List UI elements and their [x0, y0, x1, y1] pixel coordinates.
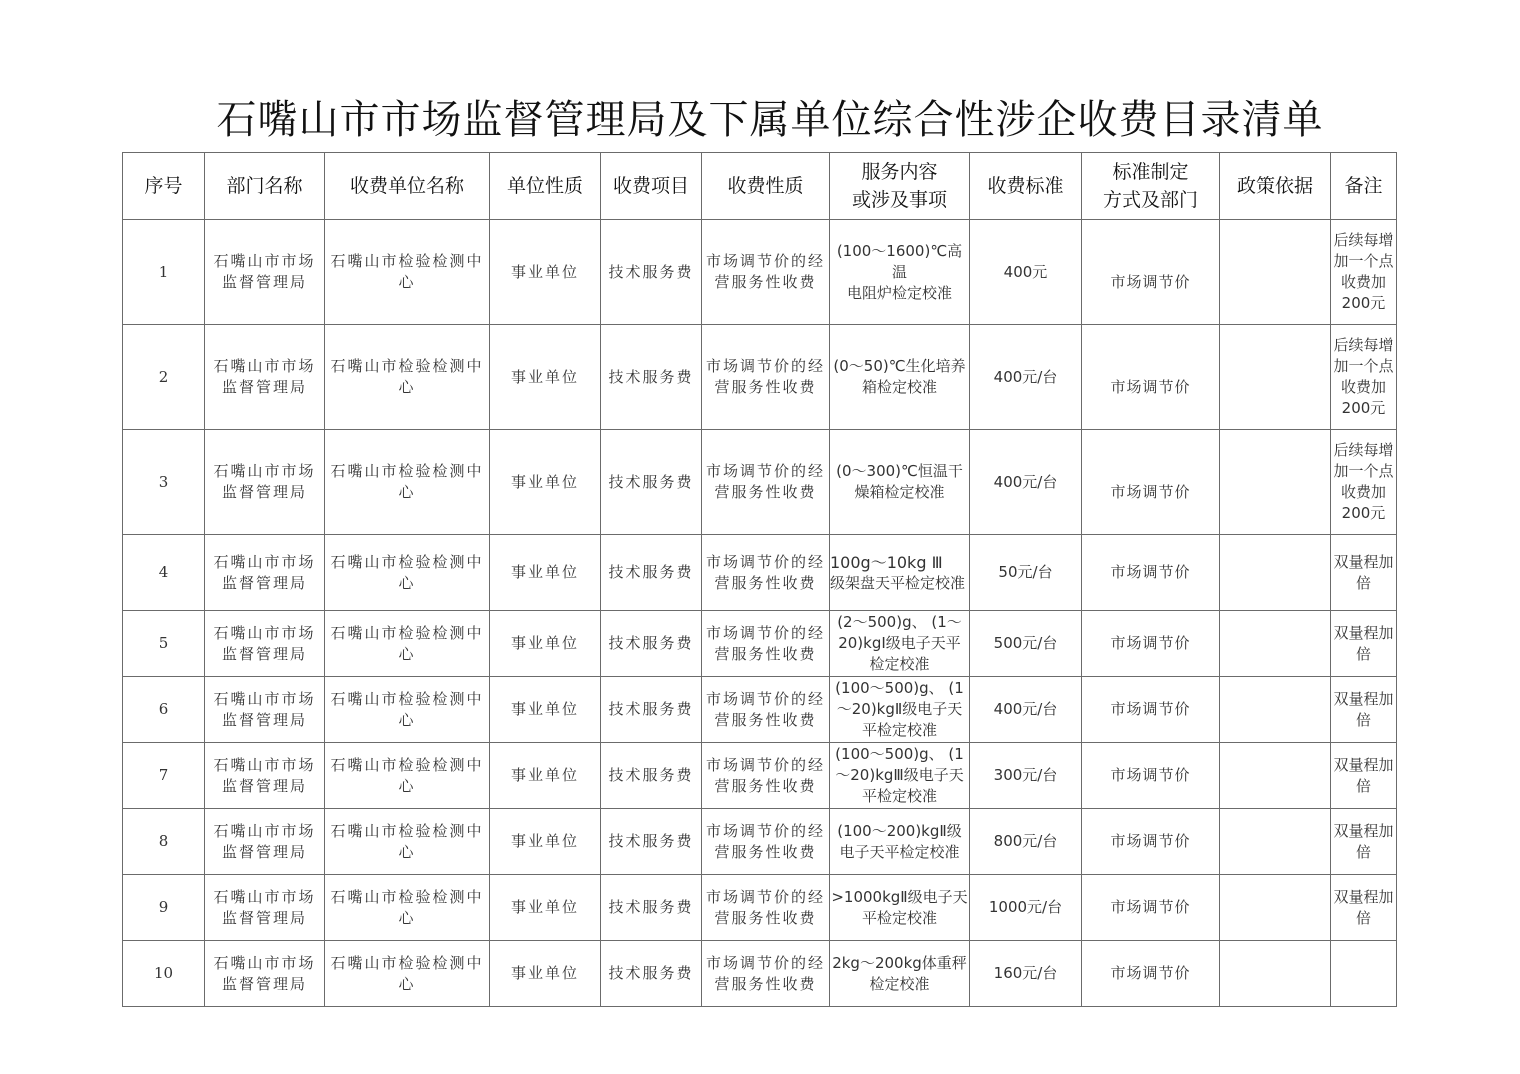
cell-department: 石嘴山市市场 监督管理局 — [205, 220, 325, 325]
cell-fee-standard: 300元/台 — [970, 743, 1082, 809]
cell-policy — [1220, 611, 1331, 677]
cell-fee-type: 市场调节价的经 营服务性收费 — [702, 611, 830, 677]
cell-fee-item: 技术服务费 — [601, 611, 702, 677]
cell-method: 市场调节价 — [1082, 430, 1220, 535]
cell-department: 石嘴山市市场 监督管理局 — [205, 809, 325, 875]
cell-fee-type: 市场调节价的经 营服务性收费 — [702, 941, 830, 1007]
cell-method: 市场调节价 — [1082, 535, 1220, 611]
table-row — [123, 941, 1397, 1007]
cell-fee-item: 技术服务费 — [601, 809, 702, 875]
cell-service: (0～50)℃生化培养 箱检定校准 — [830, 325, 970, 430]
header-unit: 收费单位名称 — [325, 153, 490, 220]
cell-fee-type: 市场调节价的经 营服务性收费 — [702, 677, 830, 743]
header-service — [830, 153, 970, 220]
cell-policy — [1220, 430, 1331, 535]
cell-unit: 石嘴山市检验检测中 心 — [325, 941, 490, 1007]
cell-unit-nature: 事业单位 — [490, 743, 601, 809]
table-row — [123, 611, 1397, 677]
cell-index: 9 — [123, 875, 205, 941]
cell-department: 石嘴山市市场 监督管理局 — [205, 535, 325, 611]
cell-unit: 石嘴山市检验检测中 心 — [325, 535, 490, 611]
header-method-line1: 标准制定 — [1112, 161, 1189, 183]
cell-index: 4 — [123, 535, 205, 611]
cell-note: 双量程加倍 — [1331, 743, 1397, 809]
cell-service: (100～500)g、 (1～20)kgⅡ级电子天 平检定校准 — [830, 677, 970, 743]
table-row — [123, 430, 1397, 535]
table-row — [123, 809, 1397, 875]
header-unit-nature: 单位性质 — [490, 153, 601, 220]
cell-method: 市场调节价 — [1082, 325, 1220, 430]
header-service-line2: 或涉及事项 — [851, 189, 947, 211]
cell-fee-standard: 800元/台 — [970, 809, 1082, 875]
table-row — [123, 220, 1397, 325]
cell-unit-nature: 事业单位 — [490, 220, 601, 325]
cell-department: 石嘴山市市场 监督管理局 — [205, 875, 325, 941]
cell-index: 6 — [123, 677, 205, 743]
cell-unit: 石嘴山市检验检测中 心 — [325, 611, 490, 677]
cell-note: 双量程加倍 — [1331, 875, 1397, 941]
cell-method: 市场调节价 — [1082, 611, 1220, 677]
table-row — [123, 535, 1397, 611]
cell-fee-type: 市场调节价的经 营服务性收费 — [702, 220, 830, 325]
cell-index: 7 — [123, 743, 205, 809]
cell-service: 2kg～200kg体重秤 检定校准 — [830, 941, 970, 1007]
cell-department: 石嘴山市市场 监督管理局 — [205, 743, 325, 809]
header-policy: 政策依据 — [1220, 153, 1331, 220]
cell-policy — [1220, 875, 1331, 941]
cell-note: 后续每增加一个点收费加200元 — [1331, 430, 1397, 535]
cell-unit: 石嘴山市检验检测中 心 — [325, 743, 490, 809]
cell-department: 石嘴山市市场 监督管理局 — [205, 611, 325, 677]
cell-fee-standard: 400元/台 — [970, 677, 1082, 743]
cell-policy — [1220, 677, 1331, 743]
cell-method: 市场调节价 — [1082, 220, 1220, 325]
cell-index: 8 — [123, 809, 205, 875]
cell-unit: 石嘴山市检验检测中 心 — [325, 430, 490, 535]
cell-fee-type: 市场调节价的经 营服务性收费 — [702, 809, 830, 875]
cell-note: 后续每增加一个点收费加200元 — [1331, 220, 1397, 325]
cell-department: 石嘴山市市场 监督管理局 — [205, 941, 325, 1007]
cell-service: 100g～10kg Ⅲ 级架盘天平检定校准 — [830, 535, 970, 611]
cell-fee-item: 技术服务费 — [601, 677, 702, 743]
header-fee-type: 收费性质 — [702, 153, 830, 220]
cell-index: 2 — [123, 325, 205, 430]
cell-fee-type: 市场调节价的经 营服务性收费 — [702, 535, 830, 611]
header-index: 序号 — [123, 153, 205, 220]
cell-service: >1000kgⅡ级电子天 平检定校准 — [830, 875, 970, 941]
cell-unit: 石嘴山市检验检测中 心 — [325, 325, 490, 430]
cell-note: 双量程加倍 — [1331, 677, 1397, 743]
table-row — [123, 875, 1397, 941]
cell-policy — [1220, 535, 1331, 611]
cell-unit-nature: 事业单位 — [490, 941, 601, 1007]
cell-fee-item: 技术服务费 — [601, 430, 702, 535]
cell-method: 市场调节价 — [1082, 743, 1220, 809]
cell-unit-nature: 事业单位 — [490, 611, 601, 677]
cell-note: 后续每增加一个点收费加200元 — [1331, 325, 1397, 430]
cell-fee-item: 技术服务费 — [601, 875, 702, 941]
header-fee-standard: 收费标准 — [970, 153, 1082, 220]
cell-fee-item: 技术服务费 — [601, 325, 702, 430]
cell-index: 10 — [123, 941, 205, 1007]
header-method-line2: 方式及部门 — [1102, 189, 1198, 211]
header-fee-item: 收费项目 — [601, 153, 702, 220]
cell-note — [1331, 941, 1397, 1007]
cell-department: 石嘴山市市场 监督管理局 — [205, 325, 325, 430]
cell-method: 市场调节价 — [1082, 941, 1220, 1007]
cell-fee-type: 市场调节价的经 营服务性收费 — [702, 743, 830, 809]
table-row — [123, 325, 1397, 430]
cell-index: 1 — [123, 220, 205, 325]
cell-method: 市场调节价 — [1082, 809, 1220, 875]
cell-service: (2～500)g、 (1～20)kgⅠ级电子天平 检定校准 — [830, 611, 970, 677]
cell-service: (0～300)℃恒温干 燥箱检定校准 — [830, 430, 970, 535]
cell-unit-nature: 事业单位 — [490, 535, 601, 611]
cell-fee-item: 技术服务费 — [601, 535, 702, 611]
cell-fee-standard: 1000元/台 — [970, 875, 1082, 941]
cell-fee-item: 技术服务费 — [601, 220, 702, 325]
fee-catalog-table — [122, 152, 1397, 1007]
cell-fee-standard: 400元/台 — [970, 325, 1082, 430]
cell-unit: 石嘴山市检验检测中 心 — [325, 875, 490, 941]
cell-service: (100～1600)℃高温 电阻炉检定校准 — [830, 220, 970, 325]
cell-fee-item: 技术服务费 — [601, 941, 702, 1007]
table-row — [123, 677, 1397, 743]
cell-unit-nature: 事业单位 — [490, 430, 601, 535]
header-service-line1: 服务内容 — [861, 161, 938, 183]
header-department: 部门名称 — [205, 153, 325, 220]
cell-fee-item: 技术服务费 — [601, 743, 702, 809]
cell-fee-type: 市场调节价的经 营服务性收费 — [702, 430, 830, 535]
cell-department: 石嘴山市市场 监督管理局 — [205, 677, 325, 743]
cell-note: 双量程加倍 — [1331, 535, 1397, 611]
cell-unit: 石嘴山市检验检测中 心 — [325, 220, 490, 325]
cell-policy — [1220, 325, 1331, 430]
cell-service: (100～200)kgⅡ级 电子天平检定校准 — [830, 809, 970, 875]
cell-fee-standard: 160元/台 — [970, 941, 1082, 1007]
cell-fee-type: 市场调节价的经 营服务性收费 — [702, 875, 830, 941]
header-method — [1082, 153, 1220, 220]
cell-unit-nature: 事业单位 — [490, 875, 601, 941]
cell-fee-standard: 500元/台 — [970, 611, 1082, 677]
table-row — [123, 743, 1397, 809]
cell-fee-standard: 50元/台 — [970, 535, 1082, 611]
cell-fee-type: 市场调节价的经 营服务性收费 — [702, 325, 830, 430]
cell-method: 市场调节价 — [1082, 875, 1220, 941]
cell-note: 双量程加倍 — [1331, 611, 1397, 677]
header-row — [123, 153, 1397, 220]
cell-fee-standard: 400元/台 — [970, 430, 1082, 535]
cell-policy — [1220, 743, 1331, 809]
cell-note: 双量程加倍 — [1331, 809, 1397, 875]
cell-policy — [1220, 809, 1331, 875]
cell-unit: 石嘴山市检验检测中 心 — [325, 677, 490, 743]
cell-method: 市场调节价 — [1082, 677, 1220, 743]
cell-policy — [1220, 220, 1331, 325]
cell-unit-nature: 事业单位 — [490, 809, 601, 875]
document-title: 石嘴山市市场监督管理局及下属单位综合性涉企收费目录清单 — [216, 97, 1324, 143]
cell-unit-nature: 事业单位 — [490, 325, 601, 430]
header-notes: 备注 — [1331, 153, 1397, 220]
cell-index: 5 — [123, 611, 205, 677]
cell-index: 3 — [123, 430, 205, 535]
cell-fee-standard: 400元 — [970, 220, 1082, 325]
cell-unit: 石嘴山市检验检测中 心 — [325, 809, 490, 875]
cell-unit-nature: 事业单位 — [490, 677, 601, 743]
cell-policy — [1220, 941, 1331, 1007]
cell-department: 石嘴山市市场 监督管理局 — [205, 430, 325, 535]
cell-service: (100～500)g、 (1～20)kgⅢ级电子天 平检定校准 — [830, 743, 970, 809]
